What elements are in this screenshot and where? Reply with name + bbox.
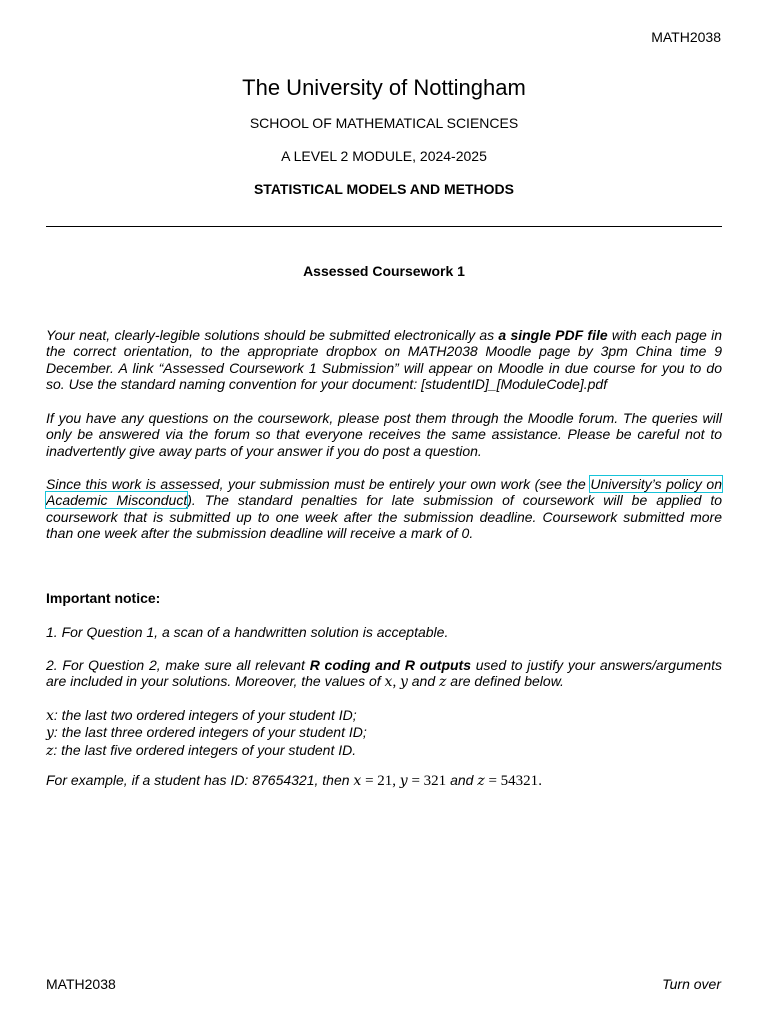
var-y: y xyxy=(399,674,408,691)
example-z-name: z xyxy=(477,773,485,789)
footer-module-code: MATH2038 xyxy=(46,976,116,992)
def-var-x: x xyxy=(46,708,54,724)
header-divider xyxy=(46,226,722,227)
def-text-z: : the last five ordered integers of your student ID. xyxy=(53,741,357,758)
p3-text-before: Since this work is assessed, your submission must be entirely your own work (see the xyxy=(46,476,591,492)
course-name: STATISTICAL MODELS AND METHODS xyxy=(253,181,515,197)
var-x: x xyxy=(384,674,393,691)
misconduct-paragraph xyxy=(46,476,722,541)
submission-instructions xyxy=(46,327,722,392)
example-line xyxy=(46,772,722,789)
definition-y xyxy=(46,724,722,741)
item2-bold: R coding and R outputs xyxy=(309,657,472,673)
module-level: A LEVEL 2 MODULE, 2024-2025 xyxy=(281,148,487,164)
item2-text-before: 2. For Question 2, make sure all relevant xyxy=(46,657,310,673)
notice-item-2 xyxy=(46,657,722,691)
example-x-value: = 21, xyxy=(361,773,400,789)
footer-turn-over: Turn over xyxy=(662,976,721,992)
var-z: z xyxy=(439,674,447,691)
p1-bold: a single PDF file xyxy=(498,327,608,343)
variable-definitions xyxy=(46,707,722,759)
definition-x xyxy=(46,707,722,724)
item2-text-after: are defined below. xyxy=(446,673,564,690)
definition-z xyxy=(46,742,722,759)
p1-text-before: Your neat, clearly-legible solutions should be submitted electronically as xyxy=(46,327,499,343)
example-and: and xyxy=(446,772,478,788)
example-y-name: y xyxy=(399,773,408,789)
def-text-y: : the last three ordered integers of your student ID; xyxy=(53,724,367,741)
example-x-name: x xyxy=(353,773,362,789)
header-module-code: MATH2038 xyxy=(651,29,721,45)
example-z-value: = 54321 xyxy=(484,773,539,789)
p1-text-after: with each page in the correct orientation, to the appropriate dropbox on MATH2038 Moodle page by 3pm China time 9 December. A link “Assessed Coursework 1 Submission” will appear on Moodle in due course for you to do so. Use the standard naming convention for your document: [studentID]_[ModuleCode].pdf xyxy=(46,327,723,392)
item2-and: and xyxy=(407,673,439,690)
university-title: The University of Nottingham xyxy=(242,75,526,100)
notice-item-1: 1. For Question 1, a scan of a handwritten solution is acceptable. xyxy=(46,624,449,640)
example-y-value: = 321 xyxy=(407,773,447,789)
example-period: . xyxy=(538,773,542,789)
comma: , xyxy=(392,674,400,691)
misconduct-policy-link[interactable]: University’s policy on Academic Misconduct xyxy=(46,476,722,509)
def-var-y: y xyxy=(46,725,54,742)
def-var-z: z xyxy=(46,742,54,759)
notice-heading: Important notice: xyxy=(46,590,161,606)
example-text: For example, if a student has ID: 87654321, then xyxy=(46,772,354,788)
def-text-x: : the last two ordered integers of your student ID; xyxy=(53,707,357,723)
forum-instructions: If you have any questions on the coursework, please post them through the Moodle forum. The queries will only be answered via the forum so that everyone receives the same assistance. Please be careful not to inadvertently give away parts of your answer if you do post a question. xyxy=(46,410,722,459)
item2-text-middle: used to justify your answers/arguments are included in your solutions. Moreover, the values of xyxy=(46,657,722,690)
p3-text-after: ). The standard penalties for late submission of coursework will be applied to coursework that is submitted up to one week after the submission deadline. Coursework submitted more than one week after the submission deadline will receive a mark of 0. xyxy=(46,492,722,541)
school-name: SCHOOL OF MATHEMATICAL SCIENCES xyxy=(249,115,519,131)
coursework-title: Assessed Coursework 1 xyxy=(303,263,465,279)
